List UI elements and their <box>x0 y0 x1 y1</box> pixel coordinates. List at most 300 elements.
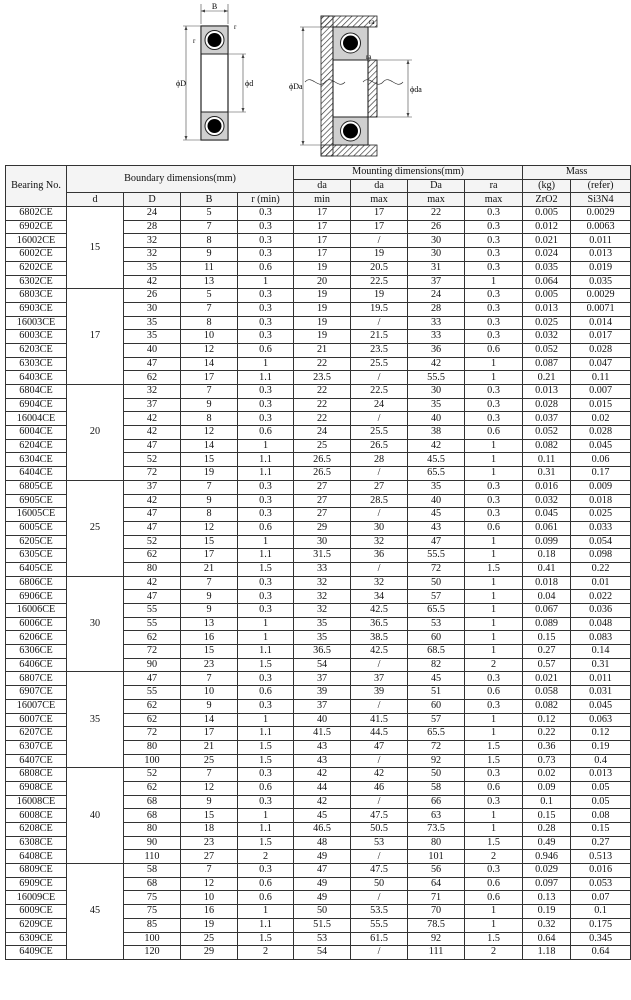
D-cell: 42 <box>124 426 181 440</box>
bearing-no-cell: 6806CE <box>6 576 67 590</box>
mass-zro2-cell: 0.73 <box>523 754 571 768</box>
B-cell: 9 <box>181 398 238 412</box>
ra-max-cell: 0.3 <box>465 248 523 262</box>
mass-zro2-cell: 0.032 <box>523 494 571 508</box>
ra-max-cell: 0.6 <box>465 877 523 891</box>
da-max-cell: / <box>351 371 408 385</box>
da-min-cell: 30 <box>294 535 351 549</box>
da-max-cell: 53 <box>351 836 408 850</box>
D-cell: 47 <box>124 357 181 371</box>
header-D: D <box>124 193 181 207</box>
da-min-cell: 25 <box>294 439 351 453</box>
da-min-cell: 35 <box>294 631 351 645</box>
B-cell: 23 <box>181 836 238 850</box>
mass-si3n4-cell: 0.07 <box>571 891 631 905</box>
mass-zro2-cell: 0.061 <box>523 521 571 535</box>
mass-si3n4-cell: 0.016 <box>571 864 631 878</box>
ra-max-cell: 1 <box>465 549 523 563</box>
B-cell: 9 <box>181 494 238 508</box>
D-cell: 42 <box>124 275 181 289</box>
da-min-cell: 43 <box>294 754 351 768</box>
D-cell: 40 <box>124 343 181 357</box>
mass-zro2-cell: 0.19 <box>523 905 571 919</box>
header-boundary: Boundary dimensions(mm) <box>67 166 294 193</box>
header-mass-refer: (refer) <box>571 179 631 193</box>
D-cell: 80 <box>124 823 181 837</box>
bearing-no-cell: 16004CE <box>6 412 67 426</box>
bearing-no-cell: 16005CE <box>6 508 67 522</box>
da-max-cell: 41.5 <box>351 713 408 727</box>
da-min-cell: 32 <box>294 604 351 618</box>
bearing-no-cell: 6309CE <box>6 932 67 946</box>
mass-zro2-cell: 0.11 <box>523 453 571 467</box>
r-cell: 1.5 <box>238 754 294 768</box>
table-row <box>6 672 631 686</box>
D-cell: 62 <box>124 699 181 713</box>
r-cell: 0.3 <box>238 316 294 330</box>
da-max-cell: 24 <box>351 398 408 412</box>
B-cell: 10 <box>181 686 238 700</box>
mass-si3n4-cell: 0.11 <box>571 371 631 385</box>
r-cell: 1.5 <box>238 932 294 946</box>
mass-si3n4-cell: 0.033 <box>571 521 631 535</box>
da-max-cell: 50.5 <box>351 823 408 837</box>
mass-si3n4-cell: 0.054 <box>571 535 631 549</box>
mass-si3n4-cell: 0.0071 <box>571 302 631 316</box>
da-min-cell: 32 <box>294 590 351 604</box>
da-max-cell: 27 <box>351 480 408 494</box>
D-cell: 62 <box>124 549 181 563</box>
bearing-no-cell: 6803CE <box>6 289 67 303</box>
ra-max-cell: 1 <box>465 604 523 618</box>
da-min-cell: 35 <box>294 617 351 631</box>
B-cell: 8 <box>181 412 238 426</box>
D-cell: 42 <box>124 576 181 590</box>
da-max-cell: 22.5 <box>351 385 408 399</box>
mass-si3n4-cell: 0.14 <box>571 645 631 659</box>
D-cell: 37 <box>124 398 181 412</box>
header-min: min <box>294 193 351 207</box>
mass-zro2-cell: 0.058 <box>523 686 571 700</box>
D-cell: 62 <box>124 371 181 385</box>
mass-si3n4-cell: 0.05 <box>571 795 631 809</box>
Da-max-cell: 71 <box>408 891 465 905</box>
mass-zro2-cell: 0.018 <box>523 576 571 590</box>
da-min-cell: 41.5 <box>294 727 351 741</box>
bore-d-cell: 25 <box>67 480 124 576</box>
da-max-cell: 21.5 <box>351 330 408 344</box>
da-max-cell: / <box>351 754 408 768</box>
mass-zro2-cell: 0.02 <box>523 768 571 782</box>
Da-max-cell: 55.5 <box>408 371 465 385</box>
ra-max-cell: 0.3 <box>465 316 523 330</box>
mass-si3n4-cell: 0.028 <box>571 426 631 440</box>
mass-si3n4-cell: 0.035 <box>571 275 631 289</box>
bearing-no-cell: 6304CE <box>6 453 67 467</box>
Da-max-cell: 82 <box>408 658 465 672</box>
bearing-no-cell: 6908CE <box>6 781 67 795</box>
mass-zro2-cell: 0.04 <box>523 590 571 604</box>
D-cell: 68 <box>124 877 181 891</box>
D-cell: 47 <box>124 590 181 604</box>
bearing-no-cell: 6207CE <box>6 727 67 741</box>
r-cell: 0.6 <box>238 877 294 891</box>
D-cell: 72 <box>124 467 181 481</box>
bearing-no-cell: 6008CE <box>6 809 67 823</box>
label-r-side: r <box>193 37 196 45</box>
da-min-cell: 24 <box>294 426 351 440</box>
B-cell: 10 <box>181 330 238 344</box>
table-body <box>6 207 631 960</box>
B-cell: 12 <box>181 781 238 795</box>
bore-d-cell: 40 <box>67 768 124 864</box>
mass-zro2-cell: 0.005 <box>523 207 571 221</box>
da-max-cell: 17 <box>351 207 408 221</box>
D-cell: 62 <box>124 713 181 727</box>
table-row <box>6 864 631 878</box>
da-max-cell: 50 <box>351 877 408 891</box>
r-cell: 1.1 <box>238 453 294 467</box>
r-cell: 0.3 <box>238 480 294 494</box>
da-max-cell: 19.5 <box>351 302 408 316</box>
da-min-cell: 46.5 <box>294 823 351 837</box>
mass-si3n4-cell: 0.019 <box>571 261 631 275</box>
ra-max-cell: 1 <box>465 371 523 385</box>
da-max-cell: 55.5 <box>351 918 408 932</box>
mass-si3n4-cell: 0.02 <box>571 412 631 426</box>
bearing-no-cell: 6308CE <box>6 836 67 850</box>
ra-max-cell: 0.3 <box>465 289 523 303</box>
r-cell: 1 <box>238 275 294 289</box>
D-cell: 58 <box>124 864 181 878</box>
D-cell: 24 <box>124 207 181 221</box>
da-min-cell: 22 <box>294 412 351 426</box>
da-min-cell: 19 <box>294 261 351 275</box>
ra-max-cell: 1.5 <box>465 562 523 576</box>
ra-max-cell: 1 <box>465 809 523 823</box>
B-cell: 7 <box>181 576 238 590</box>
da-max-cell: 28.5 <box>351 494 408 508</box>
Da-max-cell: 60 <box>408 631 465 645</box>
D-cell: 52 <box>124 768 181 782</box>
D-cell: 26 <box>124 289 181 303</box>
r-cell: 0.3 <box>238 672 294 686</box>
D-cell: 75 <box>124 905 181 919</box>
ra-max-cell: 1.5 <box>465 754 523 768</box>
Da-max-cell: 22 <box>408 207 465 221</box>
da-min-cell: 17 <box>294 234 351 248</box>
Da-max-cell: 72 <box>408 562 465 576</box>
da-max-cell: 17 <box>351 220 408 234</box>
r-cell: 1.1 <box>238 371 294 385</box>
da-min-cell: 45 <box>294 809 351 823</box>
da-min-cell: 20 <box>294 275 351 289</box>
da-min-cell: 53 <box>294 932 351 946</box>
ra-max-cell: 1 <box>465 439 523 453</box>
D-cell: 110 <box>124 850 181 864</box>
da-min-cell: 51.5 <box>294 918 351 932</box>
D-cell: 68 <box>124 809 181 823</box>
ra-max-cell: 0.6 <box>465 781 523 795</box>
da-min-cell: 32 <box>294 576 351 590</box>
D-cell: 52 <box>124 453 181 467</box>
D-cell: 35 <box>124 330 181 344</box>
ra-max-cell: 2 <box>465 850 523 864</box>
da-min-cell: 37 <box>294 699 351 713</box>
Da-max-cell: 26 <box>408 220 465 234</box>
da-min-cell: 48 <box>294 836 351 850</box>
bearing-section-drawing <box>176 2 253 140</box>
da-min-cell: 27 <box>294 494 351 508</box>
bearing-no-cell: 6205CE <box>6 535 67 549</box>
mass-si3n4-cell: 0.083 <box>571 631 631 645</box>
da-max-cell: 47.5 <box>351 864 408 878</box>
table-row <box>6 480 631 494</box>
mass-si3n4-cell: 0.013 <box>571 248 631 262</box>
Da-max-cell: 65.5 <box>408 467 465 481</box>
B-cell: 27 <box>181 850 238 864</box>
B-cell: 17 <box>181 727 238 741</box>
da-min-cell: 37 <box>294 672 351 686</box>
Da-max-cell: 40 <box>408 494 465 508</box>
mass-si3n4-cell: 0.19 <box>571 740 631 754</box>
da-max-cell: 19 <box>351 248 408 262</box>
r-cell: 0.3 <box>238 207 294 221</box>
Da-max-cell: 111 <box>408 946 465 960</box>
r-cell: 1.5 <box>238 562 294 576</box>
r-cell: 0.3 <box>238 330 294 344</box>
Da-max-cell: 78.5 <box>408 918 465 932</box>
mass-zro2-cell: 0.032 <box>523 330 571 344</box>
D-cell: 120 <box>124 946 181 960</box>
Da-max-cell: 30 <box>408 385 465 399</box>
bearing-no-cell: 6303CE <box>6 357 67 371</box>
mass-zro2-cell: 0.052 <box>523 343 571 357</box>
header-mass: Mass <box>523 166 631 180</box>
da-min-cell: 39 <box>294 686 351 700</box>
da-max-cell: 34 <box>351 590 408 604</box>
da-min-cell: 21 <box>294 343 351 357</box>
ra-max-cell: 1.5 <box>465 740 523 754</box>
bearing-no-cell: 6006CE <box>6 617 67 631</box>
bearing-no-cell: 6003CE <box>6 330 67 344</box>
r-cell: 2 <box>238 850 294 864</box>
bearing-no-cell: 6809CE <box>6 864 67 878</box>
D-cell: 68 <box>124 795 181 809</box>
D-cell: 32 <box>124 248 181 262</box>
mass-zro2-cell: 1.18 <box>523 946 571 960</box>
bore-d-cell: 17 <box>67 289 124 385</box>
Da-max-cell: 92 <box>408 754 465 768</box>
bearing-no-cell: 6407CE <box>6 754 67 768</box>
da-max-cell: 25.5 <box>351 426 408 440</box>
Da-max-cell: 24 <box>408 289 465 303</box>
D-cell: 30 <box>124 302 181 316</box>
Da-max-cell: 70 <box>408 905 465 919</box>
bearing-no-cell: 6403CE <box>6 371 67 385</box>
Da-max-cell: 63 <box>408 809 465 823</box>
mass-zro2-cell: 0.946 <box>523 850 571 864</box>
B-cell: 19 <box>181 467 238 481</box>
ra-max-cell: 0.3 <box>465 795 523 809</box>
Da-max-cell: 33 <box>408 330 465 344</box>
B-cell: 23 <box>181 658 238 672</box>
B-cell: 10 <box>181 891 238 905</box>
r-cell: 1.1 <box>238 918 294 932</box>
ra-max-cell: 0.3 <box>465 768 523 782</box>
bearing-no-cell: 6404CE <box>6 467 67 481</box>
Da-max-cell: 56 <box>408 864 465 878</box>
mass-si3n4-cell: 0.009 <box>571 480 631 494</box>
mass-zro2-cell: 0.15 <box>523 809 571 823</box>
B-cell: 14 <box>181 439 238 453</box>
mass-zro2-cell: 0.57 <box>523 658 571 672</box>
bearing-no-cell: 6907CE <box>6 686 67 700</box>
D-cell: 32 <box>124 385 181 399</box>
bearing-no-cell: 16003CE <box>6 316 67 330</box>
da-min-cell: 42 <box>294 768 351 782</box>
r-cell: 1 <box>238 905 294 919</box>
ra-max-cell: 0.3 <box>465 508 523 522</box>
Da-max-cell: 43 <box>408 521 465 535</box>
Da-max-cell: 55.5 <box>408 549 465 563</box>
mass-si3n4-cell: 0.045 <box>571 699 631 713</box>
B-cell: 19 <box>181 918 238 932</box>
mass-zro2-cell: 0.087 <box>523 357 571 371</box>
mass-zro2-cell: 0.09 <box>523 781 571 795</box>
da-min-cell: 19 <box>294 330 351 344</box>
ra-max-cell: 0.3 <box>465 302 523 316</box>
Da-max-cell: 45 <box>408 672 465 686</box>
header-zro2: ZrO2 <box>523 193 571 207</box>
bearing-no-cell: 6005CE <box>6 521 67 535</box>
mass-zro2-cell: 0.12 <box>523 713 571 727</box>
da-max-cell: / <box>351 562 408 576</box>
r-cell: 0.3 <box>238 768 294 782</box>
B-cell: 7 <box>181 672 238 686</box>
bearing-no-cell: 6805CE <box>6 480 67 494</box>
Da-max-cell: 37 <box>408 275 465 289</box>
B-cell: 5 <box>181 207 238 221</box>
da-min-cell: 19 <box>294 289 351 303</box>
r-cell: 1.1 <box>238 467 294 481</box>
header-da-max: da <box>351 179 408 193</box>
ra-max-cell: 0.3 <box>465 480 523 494</box>
da-max-cell: / <box>351 658 408 672</box>
ra-max-cell: 0.3 <box>465 261 523 275</box>
r-cell: 0.3 <box>238 302 294 316</box>
da-max-cell: 26.5 <box>351 439 408 453</box>
ra-max-cell: 1 <box>465 631 523 645</box>
bearing-no-cell: 6906CE <box>6 590 67 604</box>
mass-zro2-cell: 0.49 <box>523 836 571 850</box>
table-row <box>6 385 631 399</box>
B-cell: 25 <box>181 932 238 946</box>
mass-si3n4-cell: 0.047 <box>571 357 631 371</box>
label-D: ϕD <box>176 79 186 88</box>
mass-zro2-cell: 0.024 <box>523 248 571 262</box>
bearing-no-cell: 6406CE <box>6 658 67 672</box>
ra-max-cell: 0.3 <box>465 385 523 399</box>
r-cell: 0.6 <box>238 781 294 795</box>
Da-max-cell: 65.5 <box>408 727 465 741</box>
B-cell: 12 <box>181 521 238 535</box>
B-cell: 16 <box>181 905 238 919</box>
bearing-no-cell: 6902CE <box>6 220 67 234</box>
mass-zro2-cell: 0.037 <box>523 412 571 426</box>
Da-max-cell: 53 <box>408 617 465 631</box>
r-cell: 0.3 <box>238 220 294 234</box>
mass-si3n4-cell: 0.017 <box>571 330 631 344</box>
Da-max-cell: 35 <box>408 480 465 494</box>
bearing-no-cell: 6206CE <box>6 631 67 645</box>
ra-max-cell: 1 <box>465 823 523 837</box>
mass-si3n4-cell: 0.05 <box>571 781 631 795</box>
ra-max-cell: 0.6 <box>465 521 523 535</box>
da-max-cell: 42 <box>351 768 408 782</box>
mass-si3n4-cell: 0.053 <box>571 877 631 891</box>
da-max-cell: 61.5 <box>351 932 408 946</box>
ra-max-cell: 0.3 <box>465 494 523 508</box>
da-min-cell: 26.5 <box>294 467 351 481</box>
ra-max-cell: 0.3 <box>465 220 523 234</box>
mounting-drawing <box>289 16 422 156</box>
mass-zro2-cell: 0.27 <box>523 645 571 659</box>
bearing-no-cell: 16009CE <box>6 891 67 905</box>
mass-zro2-cell: 0.41 <box>523 562 571 576</box>
B-cell: 7 <box>181 220 238 234</box>
Da-max-cell: 30 <box>408 248 465 262</box>
B-cell: 7 <box>181 302 238 316</box>
mass-si3n4-cell: 0.31 <box>571 658 631 672</box>
Da-max-cell: 64 <box>408 877 465 891</box>
ra-max-cell: 1 <box>465 645 523 659</box>
da-max-cell: 22.5 <box>351 275 408 289</box>
mass-si3n4-cell: 0.007 <box>571 385 631 399</box>
D-cell: 72 <box>124 645 181 659</box>
mass-zro2-cell: 0.013 <box>523 385 571 399</box>
ra-max-cell: 0.3 <box>465 672 523 686</box>
da-min-cell: 43 <box>294 740 351 754</box>
bearing-drawings <box>0 0 595 163</box>
bearing-no-cell: 6909CE <box>6 877 67 891</box>
da-max-cell: / <box>351 891 408 905</box>
mass-si3n4-cell: 0.175 <box>571 918 631 932</box>
D-cell: 90 <box>124 658 181 672</box>
bearing-no-cell: 6002CE <box>6 248 67 262</box>
mass-zro2-cell: 0.31 <box>523 467 571 481</box>
da-max-cell: 28 <box>351 453 408 467</box>
D-cell: 52 <box>124 535 181 549</box>
bearing-no-cell: 6804CE <box>6 385 67 399</box>
Da-max-cell: 58 <box>408 781 465 795</box>
r-cell: 1 <box>238 713 294 727</box>
mass-si3n4-cell: 0.011 <box>571 234 631 248</box>
Da-max-cell: 28 <box>408 302 465 316</box>
bearing-no-cell: 6903CE <box>6 302 67 316</box>
r-cell: 1 <box>238 439 294 453</box>
r-cell: 1.5 <box>238 836 294 850</box>
da-min-cell: 27 <box>294 508 351 522</box>
B-cell: 9 <box>181 604 238 618</box>
da-max-cell: / <box>351 316 408 330</box>
mass-zro2-cell: 0.064 <box>523 275 571 289</box>
B-cell: 5 <box>181 289 238 303</box>
Da-max-cell: 51 <box>408 686 465 700</box>
mass-si3n4-cell: 0.15 <box>571 823 631 837</box>
B-cell: 12 <box>181 343 238 357</box>
da-min-cell: 17 <box>294 248 351 262</box>
